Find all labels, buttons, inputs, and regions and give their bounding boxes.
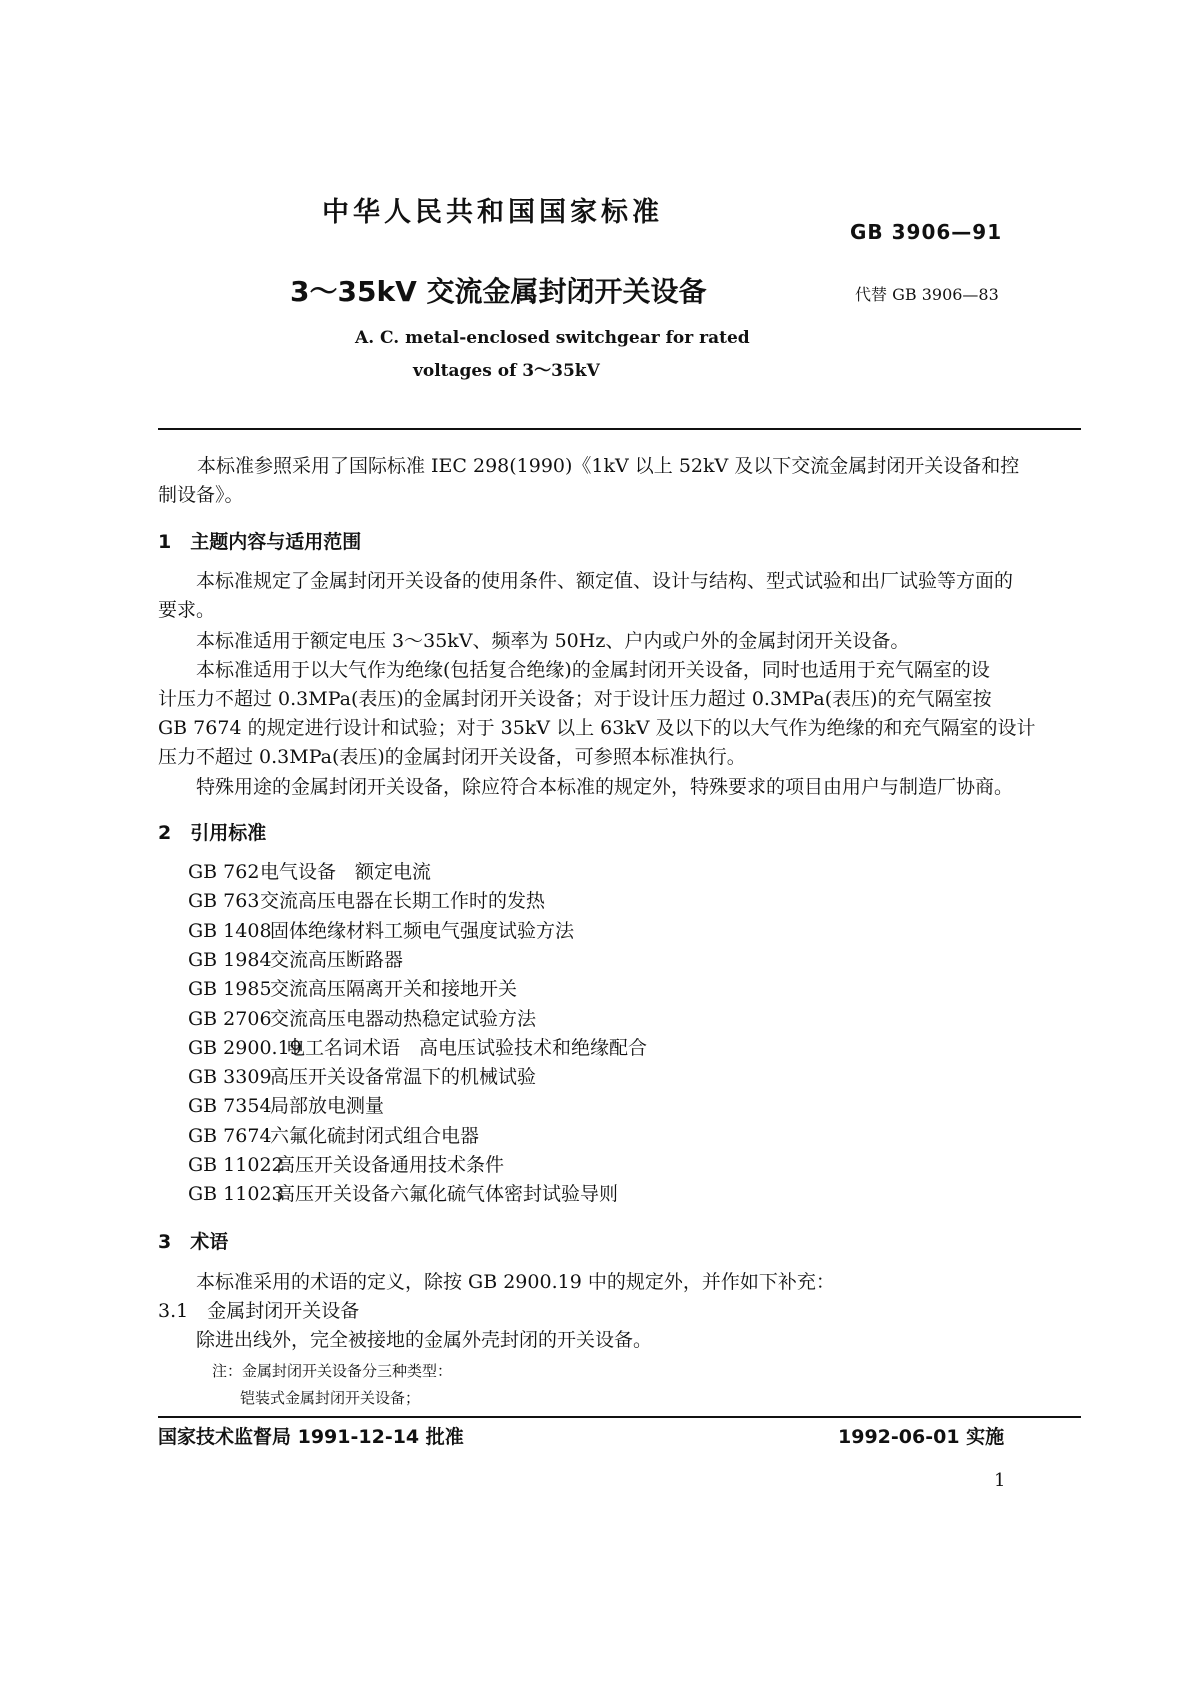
section-1-p3-line-1: 本标准适用于以大气作为绝缘(包括复合绝缘)的金属封闭开关设备，同时也适用于充气隔室的设 [196,659,990,681]
section-1-p3-line-2: 计压力不超过 0.3MPa(表压)的金属封闭开关设备；对于设计压力超过 0.3MPa(表压)的充气隔室按 [158,688,992,710]
approval-info: 国家技术监督局 1991-12-14 批准 [158,1426,464,1448]
reference-item [188,1151,504,1180]
reference-item [188,1063,536,1092]
reference-item [188,1122,479,1151]
reference-title: 电工名词术语 高电压试验技术和绝缘配合 [286,1036,648,1059]
reference-title: 交流高压隔离开关和接地开关 [270,978,518,1001]
reference-title: 交流高压断路器 [270,948,404,971]
reference-title: 交流高压电器在长期工作时的发热 [260,890,546,913]
reference-code: GB 7354 [188,1095,272,1118]
note-line-1: 注：金属封闭开关设备分三种类型： [212,1362,453,1380]
reference-code: GB 1984 [188,948,272,971]
intro-line-2: 制设备》。 [158,484,244,506]
page-number: 1 [994,1470,1006,1491]
reference-title: 固体绝缘材料工频电气强度试验方法 [270,919,575,942]
reference-code: GB 11022 [188,1154,284,1176]
reference-code: GB 11023 [188,1183,284,1206]
note-line-2: 铠装式金属封闭开关设备； [240,1389,421,1407]
reference-item [188,917,574,946]
section-1-p3-line-3: GB 7674 的规定进行设计和试验；对于 35kV 以上 63kV 及以下的以大气作为绝缘的和充气隔室的设计 [158,717,1036,739]
reference-title: 局部放电测量 [270,1095,385,1118]
reference-item [188,946,403,975]
english-title-line-1: A. C. metal-enclosed switchgear for rated [355,328,750,348]
standard-number: GB 3906—91 [850,220,1003,244]
reference-code: GB 3309 [188,1066,272,1089]
footer-divider [158,1416,1081,1418]
reference-item [188,1005,536,1034]
section-1-heading: 1 主题内容与适用范围 [158,531,362,553]
section-1-p2: 本标准适用于额定电压 3～35kV、频率为 50Hz、户内或户外的金属封闭开关设备。 [196,630,910,652]
reference-code: GB 7674 [188,1124,272,1147]
reference-item [188,1034,647,1063]
document-title: 3～35kV 交流金属封闭开关设备 [290,275,707,308]
reference-item [188,975,517,1004]
reference-code: GB 1985 [188,978,272,1001]
reference-title: 高压开关设备六氟化硫气体密封试验导则 [276,1183,619,1206]
reference-item [188,1092,384,1121]
implementation-date: 1992-06-01 实施 [838,1426,1005,1448]
reference-title: 交流高压电器动热稳定试验方法 [270,1007,537,1030]
reference-code: GB 1408 [188,919,272,942]
section-3-1-heading: 3.1 金属封闭开关设备 [158,1300,360,1322]
section-1-p3-line-4: 压力不超过 0.3MPa(表压)的金属封闭开关设备，可参照本标准执行。 [158,746,746,768]
replaces-standard: 代替 GB 3906—83 [855,285,999,304]
reference-code: GB 2900.19 [188,1036,302,1059]
reference-item [188,858,431,887]
section-2-heading: 2 引用标准 [158,822,267,844]
section-1-p4: 特殊用途的金属封闭开关设备，除应符合本标准的规定外，特殊要求的项目由用户与制造厂协商。 [196,776,1014,798]
section-1-p1-line-2: 要求。 [158,599,216,621]
reference-item [188,887,545,916]
reference-item [188,1180,618,1209]
header-divider [158,428,1081,430]
english-title-line-2: voltages of 3～35kV [413,361,600,381]
section-3-heading: 3 术语 [158,1231,229,1253]
reference-title: 六氟化硫封闭式组合电器 [270,1124,480,1147]
intro-line-1: 本标准参照采用了国际标准 IEC 298(1990)《1kV 以上 52kV 及以下交流金属封闭开关设备和控 [197,455,1020,477]
reference-title: 电气设备 额定电流 [260,861,432,883]
reference-code: GB 2706 [188,1007,272,1030]
section-1-p1-line-1: 本标准规定了金属封闭开关设备的使用条件、额定值、设计与结构、型式试验和出厂试验等方面的 [196,570,1014,592]
national-title: 中华人民共和国国家标准 [322,197,663,228]
reference-code: GB 762 [188,861,260,883]
section-3-intro: 本标准采用的术语的定义，除按 GB 2900.19 中的规定外，并作如下补充： [196,1271,835,1293]
reference-title: 高压开关设备通用技术条件 [276,1154,505,1176]
section-3-1-definition: 除进出线外，完全被接地的金属外壳封闭的开关设备。 [196,1329,653,1351]
reference-code: GB 763 [188,890,260,913]
reference-title: 高压开关设备常温下的机械试验 [270,1066,537,1089]
